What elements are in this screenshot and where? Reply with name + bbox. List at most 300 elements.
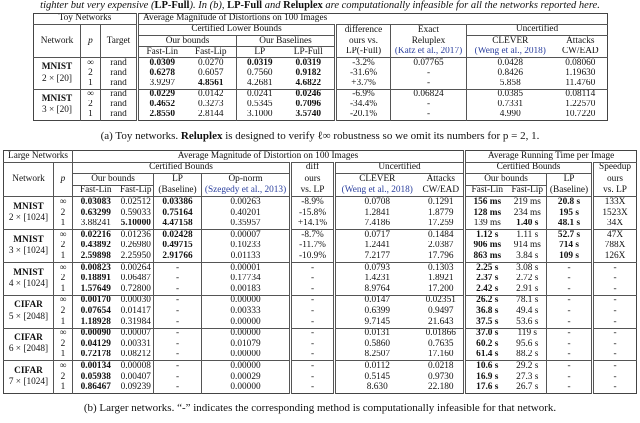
- network-arch: 6 × [2048]: [8, 344, 49, 355]
- value-cell: 3.08 s: [516, 262, 539, 273]
- value-cell: 4.8561: [197, 78, 224, 88]
- table-row: [34, 110, 608, 121]
- value-cell: -10.9%: [291, 251, 335, 262]
- header-p: p: [54, 162, 73, 197]
- value-cell: 1.8921: [427, 273, 454, 284]
- header-large-networks: Large Networks: [4, 151, 73, 163]
- p-cell: ∞: [54, 361, 73, 372]
- value-cell: -: [593, 339, 637, 350]
- text: Reluplex: [180, 130, 223, 142]
- value-cell: 906 ms: [465, 241, 509, 252]
- header-diff: ours: [291, 174, 335, 186]
- value-cell: 0.49715: [154, 241, 202, 252]
- value-cell: -: [391, 68, 467, 78]
- text: tighter but very expensive (: [40, 0, 155, 11]
- value-cell: 34X: [593, 219, 637, 230]
- network-name: CIFAR: [14, 333, 43, 344]
- value-cell: 0.7560: [237, 68, 283, 78]
- value-cell: 0.4652: [138, 100, 186, 110]
- header-fast-lip: Fast-Lip: [195, 46, 227, 57]
- value-cell: 0.0385: [467, 89, 554, 100]
- value-cell: 0.00000: [202, 295, 291, 306]
- table-row: [4, 372, 637, 383]
- p-cell: 1: [81, 110, 101, 121]
- value-cell: 20.8 s: [547, 197, 593, 208]
- value-cell: 109 s: [547, 251, 593, 262]
- clever-citation-link[interactable]: (Weng et al., 2018): [467, 47, 554, 58]
- value-cell: 0.00264: [120, 262, 151, 273]
- network-name: MNIST: [41, 62, 73, 73]
- table-row: [34, 89, 608, 100]
- value-cell: 10.6 s: [465, 361, 509, 372]
- value-cell: 156 ms: [465, 197, 509, 208]
- value-cell: 0.26980: [120, 240, 151, 251]
- value-cell: 0.75164: [154, 208, 202, 219]
- value-cell: 17.796: [427, 251, 454, 261]
- header-lp-baseline-time: (Baseline): [547, 185, 593, 197]
- header-diff: LP(-Full): [336, 47, 391, 58]
- value-cell: 0.00008: [120, 360, 151, 371]
- value-cell: 27.3 s: [516, 371, 539, 382]
- network-cell: [4, 230, 54, 263]
- value-cell: -: [291, 382, 335, 393]
- value-cell: 4.990: [467, 110, 554, 121]
- clever-citation-link[interactable]: (Weng et al., 2018): [335, 185, 419, 197]
- p-cell: ∞: [81, 89, 101, 100]
- value-cell: 139 ms: [465, 219, 509, 230]
- value-cell: -: [391, 110, 467, 121]
- header-diff: diff: [291, 162, 335, 174]
- value-cell: 0.02428: [154, 230, 202, 241]
- value-cell: 0.7635: [427, 339, 454, 349]
- text: LP-Full: [227, 0, 263, 11]
- network-arch: 3 × [1024]: [8, 246, 49, 257]
- value-cell: 0.8426: [467, 68, 554, 78]
- value-cell: -: [593, 382, 637, 393]
- value-cell: 9.7145: [335, 317, 419, 328]
- value-cell: 788X: [593, 241, 637, 252]
- value-cell: 26.2 s: [465, 295, 509, 306]
- value-cell: 0.5860: [335, 339, 419, 350]
- value-cell: -: [547, 339, 593, 350]
- table-row: [34, 100, 608, 110]
- value-cell: 0.0428: [467, 58, 554, 69]
- target-cell: rand: [101, 68, 138, 78]
- value-cell: 0.00090: [73, 328, 119, 339]
- value-cell: +14.1%: [291, 219, 335, 230]
- header-diff: ours vs.: [336, 36, 391, 47]
- value-cell: 3.9297: [138, 79, 186, 90]
- table-row: [4, 361, 637, 372]
- value-cell: -: [154, 372, 202, 383]
- network-cell: [34, 58, 81, 89]
- value-cell: 0.00331: [120, 339, 151, 349]
- header-running-time: Average Running Time per Image: [465, 151, 637, 163]
- p-cell: 2: [54, 339, 73, 350]
- value-cell: -: [547, 295, 593, 306]
- value-cell: 0.72178: [73, 350, 119, 361]
- value-cell: -: [291, 361, 335, 372]
- opnorm-citation-link[interactable]: (Szegedy et al., 2013): [202, 185, 291, 197]
- value-cell: 0.59033: [120, 207, 151, 218]
- network-name: MNIST: [13, 202, 44, 213]
- caption-a: [0, 130, 640, 142]
- network-name: CIFAR: [14, 300, 43, 311]
- header-attacks: Attacks: [426, 174, 455, 185]
- value-cell: -: [547, 328, 593, 339]
- value-cell: 2.59898: [73, 251, 119, 262]
- value-cell: -: [154, 339, 202, 350]
- value-cell: 0.86467: [73, 382, 119, 393]
- value-cell: 11.4760: [565, 78, 596, 88]
- value-cell: 0.00170: [73, 295, 119, 306]
- value-cell: -: [547, 317, 593, 328]
- value-cell: 0.06824: [391, 89, 467, 100]
- value-cell: 0.00000: [202, 350, 291, 361]
- network-arch: 3 × [20]: [41, 104, 73, 115]
- table-row: [4, 295, 637, 306]
- value-cell: 2.72 s: [516, 273, 539, 284]
- value-cell: 2.25950: [120, 251, 151, 261]
- table-row: [4, 251, 637, 262]
- value-cell: 17.259: [427, 218, 454, 229]
- value-cell: 0.00029: [202, 372, 291, 383]
- network-name: CIFAR: [14, 366, 43, 377]
- value-cell: -8.7%: [291, 230, 335, 241]
- header-lp: LP: [237, 47, 283, 58]
- table-row: [34, 68, 608, 78]
- value-cell: -: [154, 361, 202, 372]
- value-cell: 5.858: [467, 79, 554, 90]
- value-cell: 2.8144: [197, 109, 224, 120]
- value-cell: 60.2 s: [465, 339, 509, 350]
- network-name: MNIST: [41, 93, 73, 104]
- header-lp-baseline: (Baseline): [154, 185, 202, 197]
- value-cell: 234 ms: [513, 207, 541, 218]
- value-cell: 714 s: [547, 241, 593, 252]
- header-lp-time: LP: [547, 174, 593, 186]
- value-cell: -: [593, 262, 637, 273]
- value-cell: -: [291, 372, 335, 383]
- value-cell: 119 s: [517, 328, 538, 339]
- network-cell: [4, 328, 54, 361]
- value-cell: -: [291, 274, 335, 285]
- value-cell: 1.57649: [73, 284, 119, 295]
- value-cell: 2.8550: [138, 110, 186, 121]
- header-reluplex: Reluplex: [391, 36, 467, 47]
- value-cell: 0.00000: [202, 317, 291, 328]
- value-cell: 0.00407: [120, 371, 151, 382]
- value-cell: 914 ms: [513, 240, 541, 251]
- network-name: MNIST: [13, 234, 44, 245]
- header-cw-ead: CW/EAD: [561, 46, 599, 57]
- value-cell: 4.47158: [154, 219, 202, 230]
- value-cell: 2.0387: [427, 240, 454, 251]
- table-row: [4, 262, 637, 273]
- target-cell: rand: [101, 100, 138, 110]
- value-cell: -8.9%: [291, 197, 335, 208]
- value-cell: 0.09239: [120, 382, 151, 393]
- value-cell: 0.40201: [202, 208, 291, 219]
- target-cell: rand: [101, 79, 138, 90]
- value-cell: 7.2177: [335, 251, 419, 262]
- value-cell: -34.4%: [336, 100, 391, 110]
- table-row: [4, 328, 637, 339]
- p-cell: ∞: [54, 328, 73, 339]
- value-cell: -: [391, 79, 467, 90]
- value-cell: 4.6822: [295, 78, 322, 88]
- p-cell: 1: [54, 350, 73, 361]
- value-cell: 1.22570: [565, 99, 596, 110]
- value-cell: 0.08114: [565, 89, 596, 100]
- header-toy-networks: Toy Networks: [34, 14, 138, 25]
- header-fast-lin: Fast-Lin: [73, 185, 119, 197]
- value-cell: 0.7096: [295, 99, 322, 110]
- header-diff: vs. LP: [291, 185, 335, 197]
- text: is designed to verify ℓ∞ robustness so we omit its numbers for p = 2, 1.: [222, 130, 540, 142]
- network-arch: 5 × [2048]: [8, 311, 49, 322]
- preceding-caption-text: [0, 0, 640, 12]
- value-cell: 0.00007: [120, 328, 151, 339]
- table-row: [34, 79, 608, 90]
- table-row: [4, 230, 637, 241]
- value-cell: 0.31984: [120, 316, 151, 327]
- value-cell: 5.10000: [120, 218, 151, 229]
- value-cell: 47X: [593, 230, 637, 241]
- value-cell: +3.7%: [336, 79, 391, 90]
- value-cell: -: [547, 274, 593, 285]
- table-row: [4, 241, 637, 252]
- value-cell: 0.00007: [202, 230, 291, 241]
- p-cell: 2: [54, 208, 73, 219]
- value-cell: 0.0229: [138, 89, 186, 100]
- value-cell: 863 ms: [465, 251, 509, 262]
- value-cell: -: [291, 306, 335, 317]
- value-cell: 0.07654: [73, 306, 119, 317]
- value-cell: 0.02216: [73, 230, 119, 241]
- value-cell: 0.0246: [295, 89, 322, 100]
- value-cell: 0.00001: [202, 262, 291, 273]
- value-cell: -: [547, 372, 593, 383]
- value-cell: 0.9730: [427, 371, 454, 382]
- value-cell: 8.630: [335, 382, 419, 393]
- value-cell: -: [291, 350, 335, 361]
- value-cell: 17.160: [427, 349, 454, 360]
- value-cell: 0.6278: [138, 68, 186, 78]
- table-row: [4, 317, 637, 328]
- table-row: [4, 306, 637, 317]
- value-cell: 0.0142: [197, 89, 224, 100]
- value-cell: 53.6 s: [516, 316, 539, 327]
- value-cell: -: [291, 284, 335, 295]
- value-cell: 1523X: [593, 208, 637, 219]
- value-cell: -: [593, 361, 637, 372]
- header-avg-distortion: Average Magnitude of Distortions on 100 Images: [138, 14, 608, 25]
- p-cell: 2: [81, 68, 101, 78]
- value-cell: 0.06487: [120, 273, 151, 284]
- value-cell: 0.0147: [335, 295, 419, 306]
- value-cell: -: [291, 317, 335, 328]
- p-cell: 1: [54, 382, 73, 393]
- value-cell: -: [154, 317, 202, 328]
- header-avg-distortion: Average Magnitude of Distortion on 100 Images: [73, 151, 465, 163]
- target-cell: rand: [101, 58, 138, 69]
- table-row: [4, 197, 637, 208]
- value-cell: 0.01866: [425, 328, 456, 339]
- table-row: [4, 284, 637, 295]
- value-cell: 16.9 s: [465, 372, 509, 383]
- p-cell: ∞: [81, 58, 101, 69]
- value-cell: -: [547, 262, 593, 273]
- value-cell: -: [593, 372, 637, 383]
- reluplex-citation-link[interactable]: (Katz et al., 2017): [391, 47, 467, 58]
- value-cell: 0.72800: [120, 284, 151, 294]
- value-cell: -: [154, 328, 202, 339]
- value-cell: 2.42 s: [465, 284, 509, 295]
- text: LP-Full: [154, 0, 190, 11]
- p-cell: 1: [81, 79, 101, 90]
- value-cell: 0.5145: [335, 372, 419, 383]
- header-fast-lin-time: Fast-Lin: [465, 185, 509, 197]
- value-cell: 17.200: [427, 284, 454, 294]
- value-cell: -6.9%: [336, 89, 391, 100]
- value-cell: -: [291, 295, 335, 306]
- table-row: [4, 274, 637, 285]
- header-network: Network: [12, 173, 45, 184]
- p-cell: 1: [54, 251, 73, 262]
- value-cell: 0.00183: [202, 284, 291, 295]
- value-cell: 0.08212: [120, 349, 151, 360]
- header-exact: Exact: [391, 25, 467, 36]
- value-cell: -: [154, 382, 202, 393]
- value-cell: 2.37 s: [465, 274, 509, 285]
- value-cell: 1.19630: [565, 68, 596, 78]
- value-cell: -: [593, 284, 637, 295]
- text: are computationally infeasible for all the networks reported here.: [322, 0, 600, 11]
- caption-b: (b) Larger networks. “-” indicates the corresponding method is computationally infeasible for that network.: [83, 402, 557, 414]
- value-cell: 10.7220: [565, 109, 596, 120]
- value-cell: 0.0717: [335, 230, 419, 241]
- header-target: Target: [101, 25, 138, 58]
- value-cell: 0.01417: [120, 306, 151, 316]
- header-fast-lip: Fast-Lip: [120, 185, 152, 196]
- value-cell: -15.8%: [291, 208, 335, 219]
- value-cell: 0.1303: [427, 262, 454, 273]
- header-baselines: Our Baselines: [237, 36, 336, 47]
- value-cell: 0.0319: [237, 58, 283, 69]
- header-fast-lip-time: Fast-Lip: [511, 185, 544, 196]
- value-cell: 2.25 s: [465, 262, 509, 273]
- target-cell: rand: [101, 89, 138, 100]
- value-cell: 0.5345: [237, 100, 283, 110]
- value-cell: 1.4231: [335, 274, 419, 285]
- header-opnorm: Op-norm: [202, 174, 291, 186]
- value-cell: 0.7331: [467, 100, 554, 110]
- header-diff: difference: [336, 25, 391, 36]
- value-cell: 95.6 s: [516, 339, 539, 349]
- p-cell: 1: [54, 317, 73, 328]
- value-cell: 0.08060: [565, 57, 596, 68]
- header-lp: LP: [154, 174, 202, 186]
- value-cell: 0.1484: [427, 229, 454, 240]
- network-cell: [4, 361, 54, 394]
- value-cell: 0.00333: [202, 306, 291, 317]
- value-cell: 1.40 s: [516, 218, 539, 229]
- value-cell: 0.35957: [202, 219, 291, 230]
- value-cell: -: [593, 317, 637, 328]
- value-cell: 0.00000: [202, 361, 291, 372]
- value-cell: 17.6 s: [465, 382, 509, 393]
- network-cell: [34, 89, 81, 120]
- header-p: p: [81, 25, 101, 58]
- table-row: [34, 58, 608, 69]
- value-cell: 8.9764: [335, 284, 419, 295]
- value-cell: 0.03083: [73, 197, 119, 208]
- value-cell: 219 ms: [513, 197, 541, 208]
- value-cell: 3.5740: [295, 109, 322, 120]
- value-cell: 0.1291: [427, 197, 454, 208]
- value-cell: 0.63299: [73, 208, 119, 219]
- value-cell: -: [154, 295, 202, 306]
- table-row: [4, 339, 637, 350]
- table-row: [4, 219, 637, 230]
- value-cell: 0.05938: [73, 372, 119, 383]
- header-network: Network: [40, 35, 74, 46]
- value-cell: 0.0319: [295, 57, 322, 68]
- table-row: [4, 208, 637, 219]
- value-cell: 0.04129: [73, 339, 119, 350]
- value-cell: 0.0309: [138, 58, 186, 69]
- value-cell: 0.17734: [202, 274, 291, 285]
- header-certified: Certified Lower Bounds: [138, 25, 336, 36]
- value-cell: 1.18928: [73, 317, 119, 328]
- value-cell: -: [547, 306, 593, 317]
- value-cell: -31.6%: [336, 68, 391, 78]
- header-speedup: Speedup: [593, 162, 637, 174]
- value-cell: 29.2 s: [516, 360, 539, 371]
- value-cell: 22.180: [427, 382, 454, 393]
- value-cell: 78.1 s: [516, 295, 539, 306]
- value-cell: 0.0793: [335, 262, 419, 273]
- large-networks-table: [3, 150, 637, 394]
- value-cell: 1.8779: [427, 207, 454, 218]
- p-cell: 2: [81, 100, 101, 110]
- toy-networks-table: [33, 13, 608, 121]
- network-name: MNIST: [13, 267, 44, 278]
- network-arch: 4 × [1024]: [8, 278, 49, 289]
- value-cell: 8.2507: [335, 350, 419, 361]
- value-cell: 0.01133: [202, 251, 291, 262]
- value-cell: -: [593, 295, 637, 306]
- value-cell: -: [391, 100, 467, 110]
- text: ). In (b),: [189, 0, 228, 11]
- value-cell: 1.2841: [335, 208, 419, 219]
- network-arch: 2 × [20]: [41, 73, 73, 84]
- value-cell: -: [154, 284, 202, 295]
- value-cell: 1.12 s: [465, 230, 509, 241]
- value-cell: 2.91766: [154, 251, 202, 262]
- value-cell: -: [291, 339, 335, 350]
- network-arch: 2 × [1024]: [8, 213, 49, 224]
- value-cell: 126X: [593, 251, 637, 262]
- p-cell: 2: [54, 241, 73, 252]
- value-cell: 0.00263: [202, 197, 291, 208]
- value-cell: 133X: [593, 197, 637, 208]
- value-cell: 0.00030: [120, 295, 151, 306]
- value-cell: 0.0131: [335, 328, 419, 339]
- value-cell: 7.4186: [335, 219, 419, 230]
- value-cell: -: [547, 382, 593, 393]
